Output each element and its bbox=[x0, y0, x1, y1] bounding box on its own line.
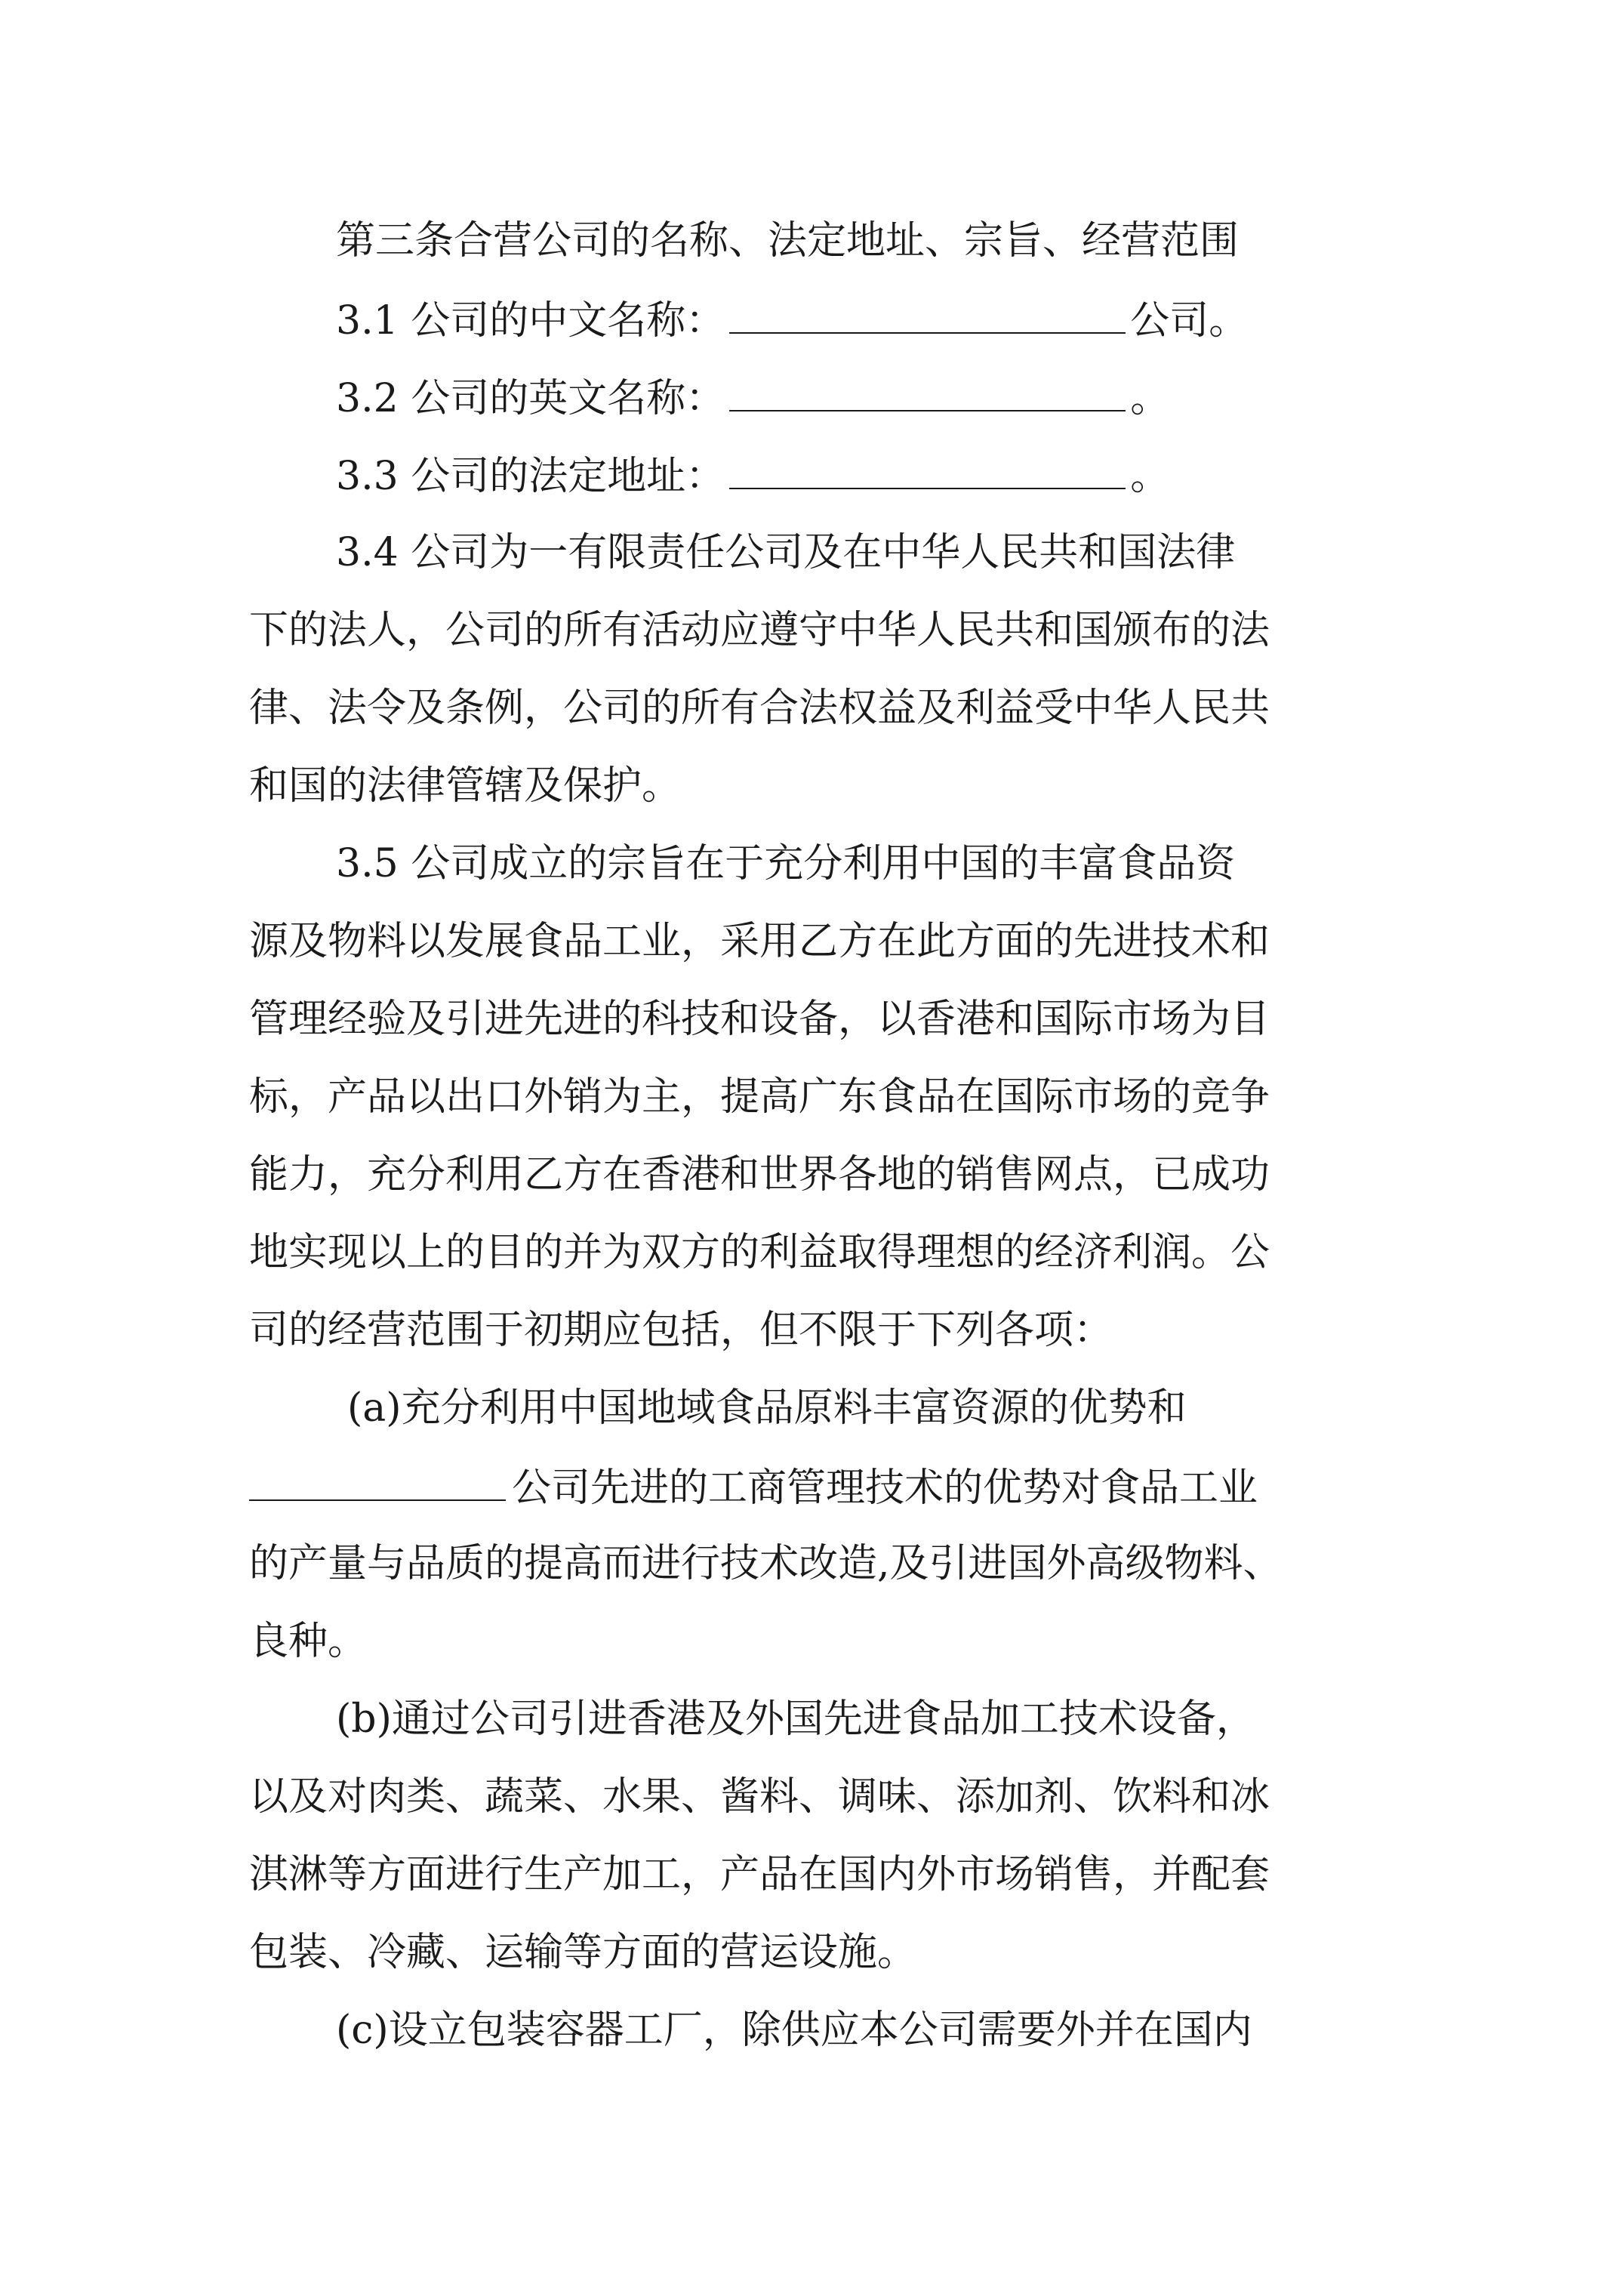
clause-3-5-line-7: 司的经营范围于初期应包括，但不限于下列各项： bbox=[249, 1308, 1113, 1353]
chinese-name-blank bbox=[729, 294, 1126, 334]
item-b-line-3: 淇淋等方面进行生产加工，产品在国内外市场销售，并配套 bbox=[249, 1852, 1270, 1897]
clause-3-1-label: 3.1 公司的中文名称： bbox=[336, 298, 725, 344]
item-b-line-1: (b)通过公司引进香港及外国先进食品加工技术设备， bbox=[336, 1697, 1255, 1742]
item-a-line-2 bbox=[249, 1462, 1258, 1512]
clause-3-3 bbox=[336, 450, 1169, 501]
clause-3-4-line-2: 下的法人，公司的所有活动应遵守中华人民共和国颁布的法 bbox=[249, 608, 1270, 653]
party-name-blank bbox=[249, 1462, 506, 1501]
clause-3-4-line-1: 3.4 公司为一有限责任公司及在中华人民共和国法律 bbox=[336, 530, 1236, 575]
clause-3-4-line-3: 律、法令及条例，公司的所有合法权益及利益受中华人民共 bbox=[249, 686, 1270, 731]
address-blank bbox=[729, 450, 1126, 489]
clause-3-5-line-1: 3.5 公司成立的宗旨在于充分利用中国的丰富食品资 bbox=[336, 841, 1236, 886]
clause-3-5-line-3: 管理经验及引进先进的科技和设备，以香港和国际市场为目 bbox=[249, 997, 1270, 1042]
clause-3-5-line-6: 地实现以上的目的并为双方的利益取得理想的经济利润。公 bbox=[249, 1230, 1270, 1275]
item-a-line-4: 良种。 bbox=[249, 1619, 368, 1664]
clause-3-4-line-4: 和国的法律管辖及保护。 bbox=[249, 763, 682, 809]
clause-3-5-line-2: 源及物料以发展食品工业，采用乙方在此方面的先进技术和 bbox=[249, 919, 1270, 964]
clause-3-5-line-5: 能力，充分利用乙方在香港和世界各地的销售网点，已成功 bbox=[249, 1152, 1270, 1197]
article-heading: 第三条合营公司的名称、法定地址、宗旨、经营范围 bbox=[336, 218, 1240, 264]
clause-3-1 bbox=[336, 294, 1248, 345]
item-b-line-4: 包装、冷藏、运输等方面的营运设施。 bbox=[249, 1930, 917, 1975]
english-name-blank bbox=[729, 372, 1126, 411]
item-a-line-3: 的产量与品质的提高而进行技术改造,及引进国外高级物料、 bbox=[249, 1541, 1283, 1586]
clause-3-5-line-4: 标，产品以出口外销为主，提高广东食品在国际市场的竞争 bbox=[249, 1074, 1270, 1120]
clause-3-2 bbox=[336, 372, 1169, 423]
clause-3-3-suffix: 。 bbox=[1130, 454, 1170, 499]
item-a-line-2-text: 公司先进的工商管理技术的优势对食品工业 bbox=[512, 1465, 1258, 1511]
item-c-line-1: (c)设立包装容器工厂，除供应本公司需要外并在国内 bbox=[336, 2008, 1252, 2053]
clause-3-1-suffix: 公司。 bbox=[1130, 298, 1249, 344]
clause-3-3-label: 3.3 公司的法定地址： bbox=[336, 454, 725, 499]
item-a-line-1: (a)充分利用中国地域食品原料丰富资源的优势和 bbox=[347, 1385, 1187, 1431]
clause-3-2-suffix: 。 bbox=[1130, 376, 1170, 421]
item-b-line-2: 以及对肉类、蔬菜、水果、酱料、调味、添加剂、饮料和冰 bbox=[249, 1774, 1270, 1820]
clause-3-2-label: 3.2 公司的英文名称： bbox=[336, 376, 725, 421]
